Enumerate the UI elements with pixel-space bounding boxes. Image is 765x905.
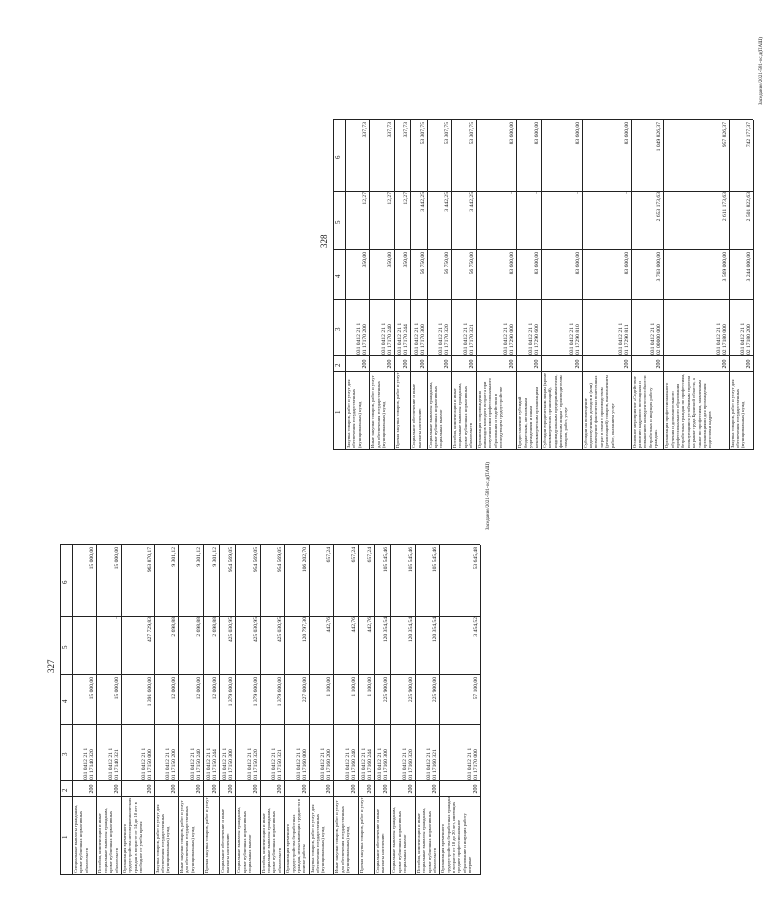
approved-amount: 12 000,00 bbox=[171, 677, 178, 700]
row-classification: 031 0412 21 1 01 17170 320 bbox=[438, 322, 451, 355]
approved-amount: 56 750,00 bbox=[468, 252, 475, 275]
row-code: 200 bbox=[574, 359, 581, 369]
row-description: Прочая закупка товаров, работ и услуг bbox=[203, 797, 209, 873]
unexecuted-amount: 106 202,70 bbox=[301, 547, 308, 573]
executed-amount: 425 030,95 bbox=[277, 617, 284, 643]
unexecuted-amount: 83 600,00 bbox=[574, 122, 581, 145]
row-description: Закупка товаров, работ и услуг для обеспечения государственных (муниципальных) нужд bbox=[346, 379, 362, 448]
row-classification: 031 0412 21 1 01 17150 300 bbox=[222, 747, 235, 780]
row-code: 200 bbox=[473, 784, 479, 794]
approved-amount: 1 379 600,00 bbox=[252, 677, 259, 707]
column-number: 3 bbox=[334, 327, 342, 331]
unexecuted-amount: 9 301,12 bbox=[211, 547, 218, 567]
row-description: Закупка товаров, работ и услуг для обеспечения государственных (муниципальных) нужд bbox=[309, 804, 326, 873]
row-classification: 031 0412 21 1 02 17180 200 bbox=[740, 322, 752, 355]
row-classification: 031 0412 21 1 01 17160 320 bbox=[401, 747, 414, 780]
executed-amount: 120 354,54 bbox=[383, 617, 390, 643]
unexecuted-amount: 83 600,00 bbox=[509, 122, 516, 145]
row-classification: 031 0412 21 1 01 17170 200 bbox=[356, 322, 369, 355]
executed-amount: 2 698,88 bbox=[171, 617, 178, 637]
row-description: Организация временного трудоустройства безработных граждан в возрасте от 18 до 20 лет, имеющих среднее профессиональное образование и ищущих работу впервые bbox=[440, 797, 473, 873]
column-number: 1 bbox=[61, 835, 69, 839]
row-code: 200 bbox=[211, 784, 218, 794]
column-rule bbox=[333, 299, 753, 300]
row-description: Основное мероприятие «Содействие развитию кадрового потенциала и повышению конкурентоспособности безработных и ищущих работу граждан» bbox=[631, 375, 659, 448]
row-classification: 031 0412 21 1 01 17290 000 bbox=[503, 322, 516, 355]
column-number: 2 bbox=[61, 788, 69, 792]
row-classification: 031 0412 21 1 02 00000 000 bbox=[650, 322, 663, 355]
unexecuted-amount: 963 870,17 bbox=[146, 547, 153, 573]
executed-amount: 425 030,95 bbox=[228, 617, 235, 643]
row-classification: 031 0412 21 1 01 17170 321 bbox=[462, 322, 475, 355]
column-number: 4 bbox=[334, 274, 342, 278]
column-number: 1 bbox=[334, 410, 342, 414]
row-code: 200 bbox=[366, 784, 373, 794]
row-description: Пособия, компенсации и иные социальные выплаты гражданам, кроме публичных нормативных обязательств bbox=[415, 808, 437, 873]
row-code: 200 bbox=[228, 784, 235, 794]
row-description: Субсидии на возмещение недополученных доходов и (или) возмещение фактически понесенных затрат в связи с производством (реализацией) товаров, выполнением работ, оказанием услуг bbox=[582, 375, 615, 448]
row-description: Иные закупки товаров, работ и услуг для обеспечения государственных (муниципальных) нужд bbox=[179, 800, 195, 873]
approved-amount: 225 900,00 bbox=[407, 677, 414, 703]
executed-amount: 442,76 bbox=[326, 617, 333, 633]
row-classification: 031 0412 21 1 01 17290 811 bbox=[617, 322, 630, 355]
unexecuted-amount: 83 600,00 bbox=[533, 122, 540, 145]
page-number: 328 bbox=[319, 234, 329, 248]
row-classification: 031 0412 21 1 01 17150 320 bbox=[246, 747, 259, 780]
approved-amount: 83 600,00 bbox=[509, 252, 516, 275]
approved-amount: 15 000,00 bbox=[89, 677, 96, 700]
row-code: 200 bbox=[721, 359, 728, 369]
column-rule bbox=[333, 449, 753, 450]
approved-amount: 57 100,00 bbox=[473, 677, 479, 700]
column-rule bbox=[333, 355, 753, 356]
executed-amount: 120 797,30 bbox=[301, 617, 308, 643]
executed-amount: 12,27 bbox=[403, 192, 410, 205]
approved-amount: 1 379 600,00 bbox=[277, 677, 284, 707]
approved-amount: 350,00 bbox=[362, 252, 369, 268]
row-code: 200 bbox=[407, 784, 414, 794]
page-footer: Заседание/2021-581-ос.д(ПАШ) bbox=[759, 37, 764, 105]
column-rule bbox=[333, 249, 753, 250]
column-rule bbox=[333, 191, 753, 192]
approved-amount: 15 000,00 bbox=[113, 677, 120, 700]
row-classification: 031 0412 21 1 01 17160 200 bbox=[320, 747, 333, 780]
row-classification: 031 0412 21 1 01 17150 200 bbox=[165, 747, 178, 780]
row-code: 200 bbox=[252, 784, 259, 794]
column-number: 5 bbox=[61, 645, 69, 649]
row-code: 200 bbox=[113, 784, 120, 794]
row-description: Субсидии юридическим лицам (кроме некоммерческих организаций), индивидуальным предпринимателям, физическим лицам - производителям товаров, работ, услуг bbox=[541, 372, 569, 448]
row-classification: 031 0412 21 1 01 17140 321 bbox=[107, 747, 120, 780]
executed-amount: 2 501 822,63 bbox=[746, 192, 752, 222]
row-classification: 031 0412 21 1 02 17180 000 bbox=[715, 322, 728, 355]
row-description: Пособия, компенсации и иные социальные выплаты гражданам, кроме публичных нормативных обязательств bbox=[452, 383, 474, 448]
row-classification: 031 0412 21 1 01 17150 321 bbox=[271, 747, 284, 780]
row-code: 200 bbox=[146, 784, 153, 794]
unexecuted-amount: 105 545,46 bbox=[432, 547, 439, 573]
approved-amount: 225 900,00 bbox=[432, 677, 439, 703]
unexecuted-amount: 1 049 826,37 bbox=[656, 122, 663, 152]
unexecuted-amount: 105 545,46 bbox=[407, 547, 414, 573]
row-rule bbox=[753, 120, 754, 450]
row-description: Закупка товаров, работ и услуг для обеспечения государственных (муниципальных) нужд bbox=[154, 804, 171, 873]
executed-amount: 3 442,25 bbox=[468, 192, 475, 212]
unexecuted-amount: 83 600,00 bbox=[623, 122, 630, 145]
column-number: 4 bbox=[61, 699, 69, 703]
executed-amount: - bbox=[113, 617, 120, 619]
approved-amount: 3 569 000,00 bbox=[721, 252, 728, 282]
column-number: 2 bbox=[334, 363, 342, 367]
approved-amount: 1 379 600,00 bbox=[228, 677, 235, 707]
row-classification: 031 0412 21 1 01 17160 000 bbox=[295, 747, 308, 780]
budget-table bbox=[319, 30, 764, 450]
row-code: 200 bbox=[350, 784, 357, 794]
row-description: Пособия, компенсации и иные социальные выплаты гражданам, кроме публичных нормативных обязательств bbox=[260, 808, 282, 873]
row-code: 200 bbox=[419, 359, 426, 369]
row-description: Организация временного трудоустройства безработных граждан, испытывающих трудности в поиске работы bbox=[285, 798, 307, 873]
row-classification: 031 0412 21 1 01 17150 240 bbox=[189, 747, 202, 780]
row-code: 200 bbox=[301, 784, 308, 794]
row-code: 200 bbox=[277, 784, 284, 794]
row-code: 200 bbox=[171, 784, 178, 794]
row-code: 200 bbox=[656, 359, 663, 369]
row-code: 200 bbox=[444, 359, 451, 369]
executed-amount: - bbox=[533, 192, 540, 194]
unexecuted-amount: 15 000,00 bbox=[89, 547, 96, 570]
row-description: Прочая закупка товаров, работ и услуг bbox=[358, 797, 364, 873]
unexecuted-amount: 53 307,75 bbox=[419, 122, 426, 145]
unexecuted-amount: 105 545,46 bbox=[383, 547, 390, 573]
row-description: Социальные выплаты гражданам, кроме публичных нормативных социальных выплат bbox=[427, 382, 444, 448]
executed-amount: - bbox=[509, 192, 516, 194]
unexecuted-amount: 9 301,12 bbox=[171, 547, 178, 567]
approved-amount: 3 703 000,00 bbox=[656, 252, 663, 282]
approved-amount: 350,00 bbox=[403, 252, 410, 268]
approved-amount: 83 600,00 bbox=[574, 252, 581, 275]
column-number: 3 bbox=[61, 752, 69, 756]
row-classification: 031 0412 21 1 01 17290 600 bbox=[527, 322, 540, 355]
executed-amount: 442,76 bbox=[350, 617, 357, 633]
row-code: 200 bbox=[383, 784, 390, 794]
unexecuted-amount: 954 569,05 bbox=[277, 547, 284, 573]
approved-amount: 350,00 bbox=[386, 252, 393, 268]
approved-amount: 1 100,00 bbox=[326, 677, 333, 697]
executed-amount: 2 653 173,63 bbox=[656, 192, 663, 222]
approved-amount: 83 600,00 bbox=[533, 252, 540, 275]
unexecuted-amount: 9 301,12 bbox=[195, 547, 202, 567]
approved-amount: 1 100,00 bbox=[366, 677, 373, 697]
column-rule bbox=[60, 780, 480, 781]
executed-amount: 442,76 bbox=[366, 617, 373, 633]
row-classification: 031 0412 21 1 01 17170 240 bbox=[380, 322, 393, 355]
row-code: 200 bbox=[623, 359, 630, 369]
unexecuted-amount: 337,73 bbox=[386, 122, 393, 138]
row-description: Социальное обеспечение и иные выплаты населению bbox=[374, 809, 386, 873]
row-code: 200 bbox=[533, 359, 540, 369]
row-code: 200 bbox=[746, 359, 752, 369]
row-code: 200 bbox=[362, 359, 369, 369]
column-number: 5 bbox=[334, 220, 342, 224]
approved-amount: 1 100,00 bbox=[350, 677, 357, 697]
column-rule bbox=[60, 544, 480, 545]
executed-amount: 427 729,83 bbox=[146, 617, 153, 643]
page-footer: Заседание/2021-581-ос.д(ПАШ) bbox=[486, 462, 491, 530]
row-classification: 031 0412 21 1 01 17160 244 bbox=[360, 747, 373, 780]
approved-amount: 227 000,00 bbox=[301, 677, 308, 703]
row-code: 200 bbox=[195, 784, 202, 794]
row-classification: 031 0412 21 1 01 17150 000 bbox=[140, 747, 153, 780]
row-rule bbox=[333, 120, 334, 450]
row-classification: 031 0412 21 1 01 17170 000 bbox=[467, 747, 479, 780]
row-classification: 031 0412 21 1 01 17160 300 bbox=[377, 747, 390, 780]
approved-amount: 83 600,00 bbox=[623, 252, 630, 275]
row-description: Социальное обеспечение и иные выплаты населению bbox=[219, 809, 231, 873]
row-code: 200 bbox=[326, 784, 333, 794]
approved-amount: 1 391 600,00 bbox=[146, 677, 153, 707]
unexecuted-amount: 657,24 bbox=[326, 547, 333, 563]
row-description: Организация сопровождения инвалидов молодого возраста при получении ими профессионального образования и содействия в последующем трудоустройстве bbox=[476, 378, 504, 448]
executed-amount: 3 442,25 bbox=[444, 192, 451, 212]
page-328 bbox=[319, 30, 764, 450]
budget-table bbox=[46, 455, 491, 875]
executed-amount: 12,27 bbox=[386, 192, 393, 205]
approved-amount: 56 750,00 bbox=[419, 252, 426, 275]
executed-amount: 3 454,52 bbox=[473, 617, 479, 637]
row-description: Организация временного трудоустройства несовершеннолетних граждан в возрасте от 14 до 18 лет в свободное от учебы время bbox=[121, 797, 144, 873]
column-number: 6 bbox=[61, 580, 69, 584]
unexecuted-amount: 957 826,37 bbox=[721, 122, 728, 148]
unexecuted-amount: 337,73 bbox=[403, 122, 410, 138]
approved-amount: 3 244 000,00 bbox=[746, 252, 752, 282]
row-description: Прочая закупка товаров, работ и услуг bbox=[394, 372, 400, 448]
row-description: Специальные выплаты гражданам, кроме публичных нормативных обязательств bbox=[73, 804, 89, 873]
unexecuted-amount: 53 307,75 bbox=[444, 122, 451, 145]
row-classification: 031 0412 21 1 01 17160 321 bbox=[426, 747, 439, 780]
row-description: Предоставление субсидий бюджетным, автономным учреждениям и иным некоммерческим организациям bbox=[517, 386, 539, 448]
unexecuted-amount: 954 569,05 bbox=[252, 547, 259, 573]
column-rule bbox=[60, 616, 480, 617]
executed-amount: 2 698,88 bbox=[211, 617, 218, 637]
row-description: Пособия, компенсации и иные социальные выплаты гражданам, кроме публичных нормативных обязательств bbox=[97, 808, 119, 873]
unexecuted-amount: 657,24 bbox=[366, 547, 373, 563]
executed-amount: 2 611 173,63 bbox=[721, 192, 728, 222]
unexecuted-amount: 15 000,00 bbox=[113, 547, 120, 570]
row-classification: 031 0412 21 1 01 17170 244 bbox=[397, 322, 410, 355]
approved-amount: 56 750,00 bbox=[444, 252, 451, 275]
approved-amount: 12 000,00 bbox=[211, 677, 218, 700]
executed-amount: 120 354,54 bbox=[432, 617, 439, 643]
column-number: 6 bbox=[334, 155, 342, 159]
unexecuted-amount: 954 569,05 bbox=[228, 547, 235, 573]
executed-amount: - bbox=[623, 192, 630, 194]
unexecuted-amount: 657,24 bbox=[350, 547, 357, 563]
page-327 bbox=[46, 455, 491, 875]
unexecuted-amount: 53 307,75 bbox=[468, 122, 475, 145]
column-rule bbox=[60, 724, 480, 725]
row-classification: 031 0412 21 1 01 17290 810 bbox=[568, 322, 581, 355]
unexecuted-amount: 53 645,48 bbox=[473, 547, 479, 570]
executed-amount: 12,27 bbox=[362, 192, 369, 205]
column-rule bbox=[333, 119, 753, 120]
row-description: Иные закупки товаров, работ и услуг для обеспечения государственных (муниципальных) нужд bbox=[370, 375, 387, 448]
row-code: 200 bbox=[89, 784, 96, 794]
executed-amount: 2 698,88 bbox=[195, 617, 202, 637]
row-rule bbox=[60, 545, 61, 875]
row-code: 200 bbox=[386, 359, 393, 369]
executed-amount: 425 030,95 bbox=[252, 617, 259, 643]
row-description: Социальные выплаты гражданам, кроме публичных нормативных социальных выплат bbox=[236, 807, 252, 873]
row-code: 200 bbox=[509, 359, 516, 369]
row-code: 200 bbox=[468, 359, 475, 369]
approved-amount: 12 000,00 bbox=[195, 677, 202, 700]
unexecuted-amount: 742 177,37 bbox=[746, 122, 752, 148]
row-code: 200 bbox=[432, 784, 439, 794]
row-code: 200 bbox=[403, 359, 410, 369]
executed-amount: 120 354,54 bbox=[407, 617, 414, 643]
row-description: Организация профессионального обучения и дополнительного профессионального образования безработных граждан по профессиям, пользующимся устойчивым спросом на рынке труда Брянской области, а также по профессиям, заявленным организациями для прохождения подготовки кадров bbox=[664, 373, 713, 448]
executed-amount: - bbox=[574, 192, 581, 194]
page-number: 327 bbox=[46, 659, 56, 673]
row-classification: 031 0412 21 1 01 17160 240 bbox=[344, 747, 357, 780]
unexecuted-amount: 337,73 bbox=[362, 122, 369, 138]
approved-amount: 225 900,00 bbox=[383, 677, 390, 703]
row-description: Социальное обеспечение и иные выплаты населению bbox=[411, 384, 422, 448]
column-rule bbox=[60, 674, 480, 675]
row-rule bbox=[480, 545, 481, 875]
row-classification: 031 0412 21 1 01 17170 300 bbox=[413, 322, 426, 355]
row-description: Закупка товаров, работ и услуг для обеспечения государственных (муниципальных) нужд bbox=[729, 379, 746, 448]
row-classification: 031 0412 21 1 01 17150 244 bbox=[205, 747, 218, 780]
row-description: Иные закупки товаров, работ и услуг для обеспечения государственных (муниципальных) нужд bbox=[334, 800, 350, 873]
row-classification: 031 0412 21 1 01 17140 320 bbox=[83, 747, 96, 780]
column-rule bbox=[60, 874, 480, 875]
executed-amount: 3 442,25 bbox=[419, 192, 426, 212]
row-description: Социальные выплаты гражданам, кроме публичных нормативных социальных выплат bbox=[391, 807, 408, 873]
